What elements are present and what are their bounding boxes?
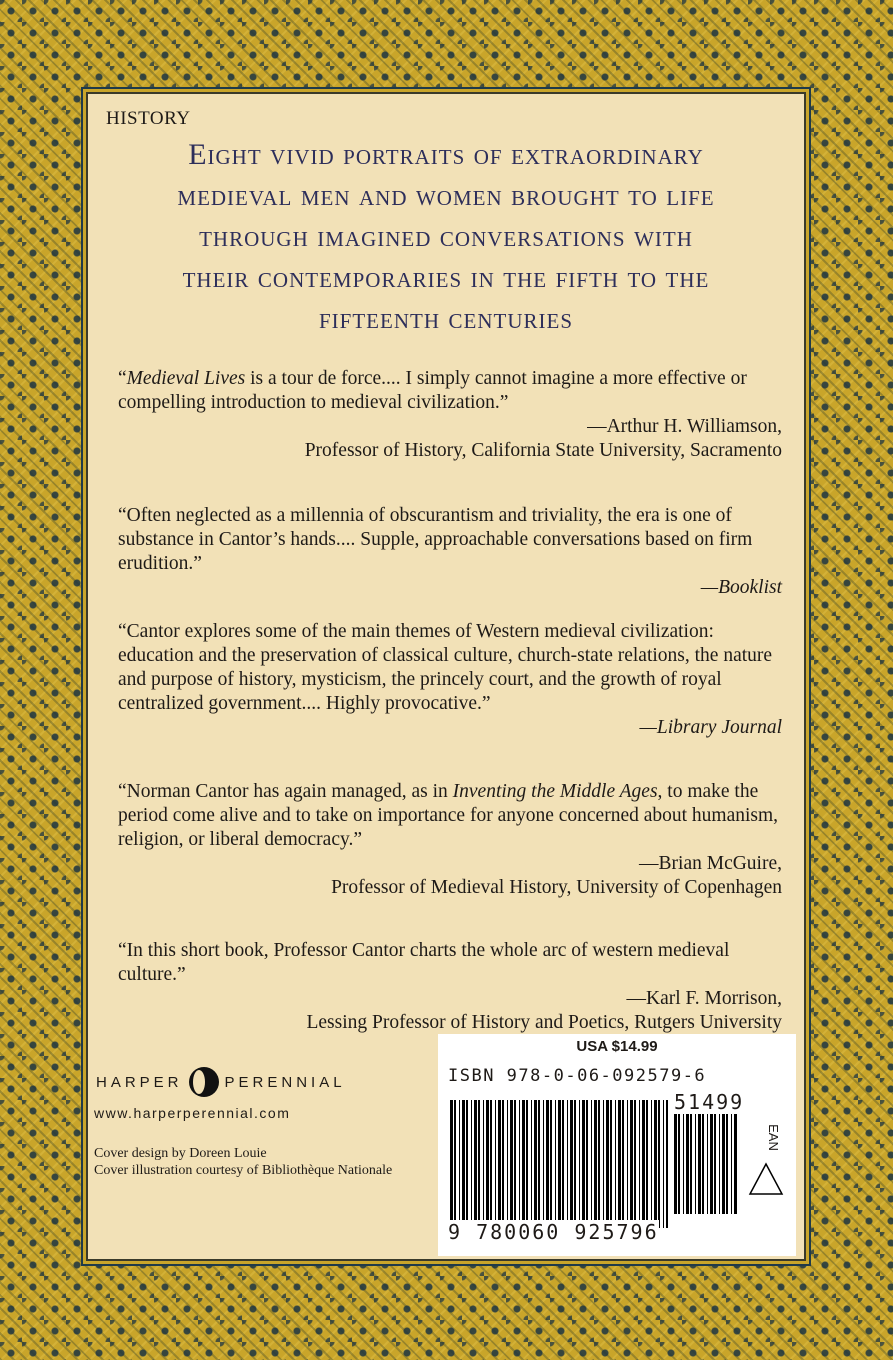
barcode-bar — [695, 1114, 696, 1214]
barcode-bar — [663, 1100, 664, 1228]
barcode-bar — [731, 1114, 732, 1214]
blurb-attribution: —Brian McGuire, — [639, 853, 782, 874]
barcode-bar — [666, 1100, 668, 1228]
barcode-bar — [726, 1114, 728, 1214]
barcode-bar — [598, 1100, 600, 1228]
barcode-bar — [622, 1100, 624, 1228]
barcode-bar — [686, 1114, 689, 1214]
barcode-bar — [538, 1100, 540, 1228]
barcode-bar — [570, 1100, 573, 1228]
barcode-bar — [483, 1100, 484, 1228]
barcode-bar — [698, 1114, 701, 1214]
barcode-bar — [591, 1100, 592, 1228]
barcode-bar — [534, 1100, 537, 1228]
barcode-bar — [454, 1100, 456, 1228]
category-label: HISTORY — [106, 108, 191, 129]
barcode-bar — [471, 1100, 472, 1228]
barcode-bar — [495, 1100, 496, 1228]
barcode-bar — [507, 1100, 508, 1228]
blurb-attribution: —Karl F. Morrison, — [626, 988, 782, 1009]
ean-digits: 9 780060 925796 — [448, 1220, 659, 1244]
blurb-text: “In this short book, Professor Cantor charts the whole arc of western medieval culture.” — [118, 940, 730, 985]
book-title: Inventing the Middle Ages — [452, 781, 658, 802]
headline-line: through imagined conversations with — [199, 220, 693, 253]
barcode-bar — [498, 1100, 501, 1228]
headline-line: Eight vivid portraits of extraordinary — [188, 138, 704, 171]
publisher-logo: HARPER PERENNIAL — [96, 1067, 346, 1097]
barcode-bar — [642, 1100, 645, 1228]
headline-line: their contemporaries in the fifth to the — [182, 261, 710, 294]
addon-barcode-bars — [674, 1114, 738, 1214]
barcode-bar — [615, 1100, 616, 1228]
blurb-text: “Medieval Lives is a tour de force.... I simply cannot imagine a more effective or compelling introduction to medieval civilization.” — [118, 368, 747, 413]
barcode-bar — [707, 1114, 708, 1214]
price-label: USA $14.99 — [576, 1038, 658, 1055]
blurb-morrison — [118, 939, 782, 1035]
barcode-bar — [478, 1100, 480, 1228]
cover-design-credit: Cover design by Doreen Louie — [94, 1146, 267, 1161]
barcode-bar — [574, 1100, 576, 1228]
barcode-bar — [634, 1100, 636, 1228]
barcode-bar — [562, 1100, 564, 1228]
barcode-bar — [555, 1100, 556, 1228]
ean-label: EAN — [765, 1124, 781, 1151]
barcode-bar — [522, 1100, 525, 1228]
headline-line: fifteenth centuries — [319, 302, 573, 335]
barcode-bar — [459, 1100, 460, 1228]
barcode-bar — [658, 1100, 660, 1228]
harper-perennial-flame-icon — [189, 1067, 219, 1097]
barcode-bar — [618, 1100, 621, 1228]
blurb-text: “Often neglected as a millennia of obscurantism and triviality, the era is one of substance in Cantor’s hands.... Supple, approachable conversations based on firm erudition.” — [118, 505, 753, 574]
barcode-box — [438, 1034, 796, 1256]
barcode-bar — [678, 1114, 680, 1214]
blurb-affiliation: Professor of History, California State University, Sacramento — [304, 440, 782, 461]
barcode-bar — [702, 1114, 704, 1214]
barcode-bar — [651, 1100, 652, 1228]
barcode-bar — [450, 1100, 453, 1228]
barcode-bar — [627, 1100, 628, 1228]
back-cover-panel — [88, 94, 804, 1259]
blurb-library-journal — [118, 620, 782, 740]
barcode-bar — [519, 1100, 520, 1228]
blurb-affiliation: Professor of Medieval History, University of Copenhagen — [331, 877, 782, 898]
addon-code: 51499 — [674, 1090, 745, 1114]
barcode-bar — [674, 1114, 677, 1214]
barcode-bar — [502, 1100, 504, 1228]
barcode-bar — [683, 1114, 684, 1214]
barcode-bar — [486, 1100, 489, 1228]
barcode-bar — [514, 1100, 516, 1228]
barcode-bar — [526, 1100, 528, 1228]
barcode-bar — [543, 1100, 544, 1228]
blurb-affiliation: Lessing Professor of History and Poetics, Rutgers University — [306, 1012, 782, 1033]
barcode-bar — [719, 1114, 720, 1214]
blurb-booklist — [118, 504, 782, 600]
barcode-bar — [490, 1100, 492, 1228]
barcode-bar — [474, 1100, 477, 1228]
barcode-bar — [510, 1100, 513, 1228]
blurb-williamson — [118, 367, 782, 463]
barcode-bar — [462, 1100, 465, 1228]
barcode-bar — [594, 1100, 597, 1228]
barcode-bar — [582, 1100, 585, 1228]
ean-barcode-bars — [450, 1100, 668, 1228]
book-title: Medieval Lives — [126, 368, 246, 389]
headline — [98, 134, 794, 339]
barcode-bar — [466, 1100, 468, 1228]
barcode-bar — [550, 1100, 552, 1228]
blurb-text: “Cantor explores some of the main themes of Western medieval civilization: education and the preservation of classical culture, church-state relations, the nature and purpose of history, mysticism, the princely court, and the growth of royal centralized government.... Highly provocative.” — [118, 621, 773, 714]
cover-illustration-credit: Cover illustration courtesy of Bibliothèque Nationale — [94, 1163, 393, 1178]
barcode-bar — [630, 1100, 633, 1228]
blurb-attribution: —Arthur H. Williamson, — [587, 416, 782, 437]
barcode-bar — [654, 1100, 657, 1228]
blurb-attribution: —Booklist — [700, 577, 782, 598]
isbn-label: ISBN 978-0-06-092579-6 — [448, 1066, 707, 1086]
barcode-bar — [606, 1100, 609, 1228]
barcode-bar — [567, 1100, 568, 1228]
barcode-bar — [714, 1114, 716, 1214]
barcode-bar — [722, 1114, 725, 1214]
triangle-icon — [748, 1162, 784, 1196]
publisher-url: www.harperperennial.com — [94, 1105, 291, 1121]
barcode-bar — [586, 1100, 588, 1228]
headline-line: medieval men and women brought to life — [177, 179, 715, 212]
barcode-bar — [610, 1100, 612, 1228]
blurb-text: “Norman Cantor has again managed, as in Inventing the Middle Ages, to make the period come alive and to take on importance for anyone concerned about humanism, religion, or liberal democracy.” — [118, 781, 779, 850]
barcode-bar — [603, 1100, 604, 1228]
barcode-bar — [558, 1100, 561, 1228]
barcode-bar — [546, 1100, 549, 1228]
cover-credits — [94, 1145, 394, 1179]
barcode-bar — [734, 1114, 737, 1214]
barcode-bar — [531, 1100, 532, 1228]
blurb-attribution: —Library Journal — [639, 717, 782, 738]
barcode-bar — [579, 1100, 580, 1228]
barcode-bar — [690, 1114, 692, 1214]
barcode-bar — [639, 1100, 640, 1228]
blurb-mcguire — [118, 780, 782, 900]
barcode-bar — [646, 1100, 648, 1228]
barcode-bar — [710, 1114, 713, 1214]
